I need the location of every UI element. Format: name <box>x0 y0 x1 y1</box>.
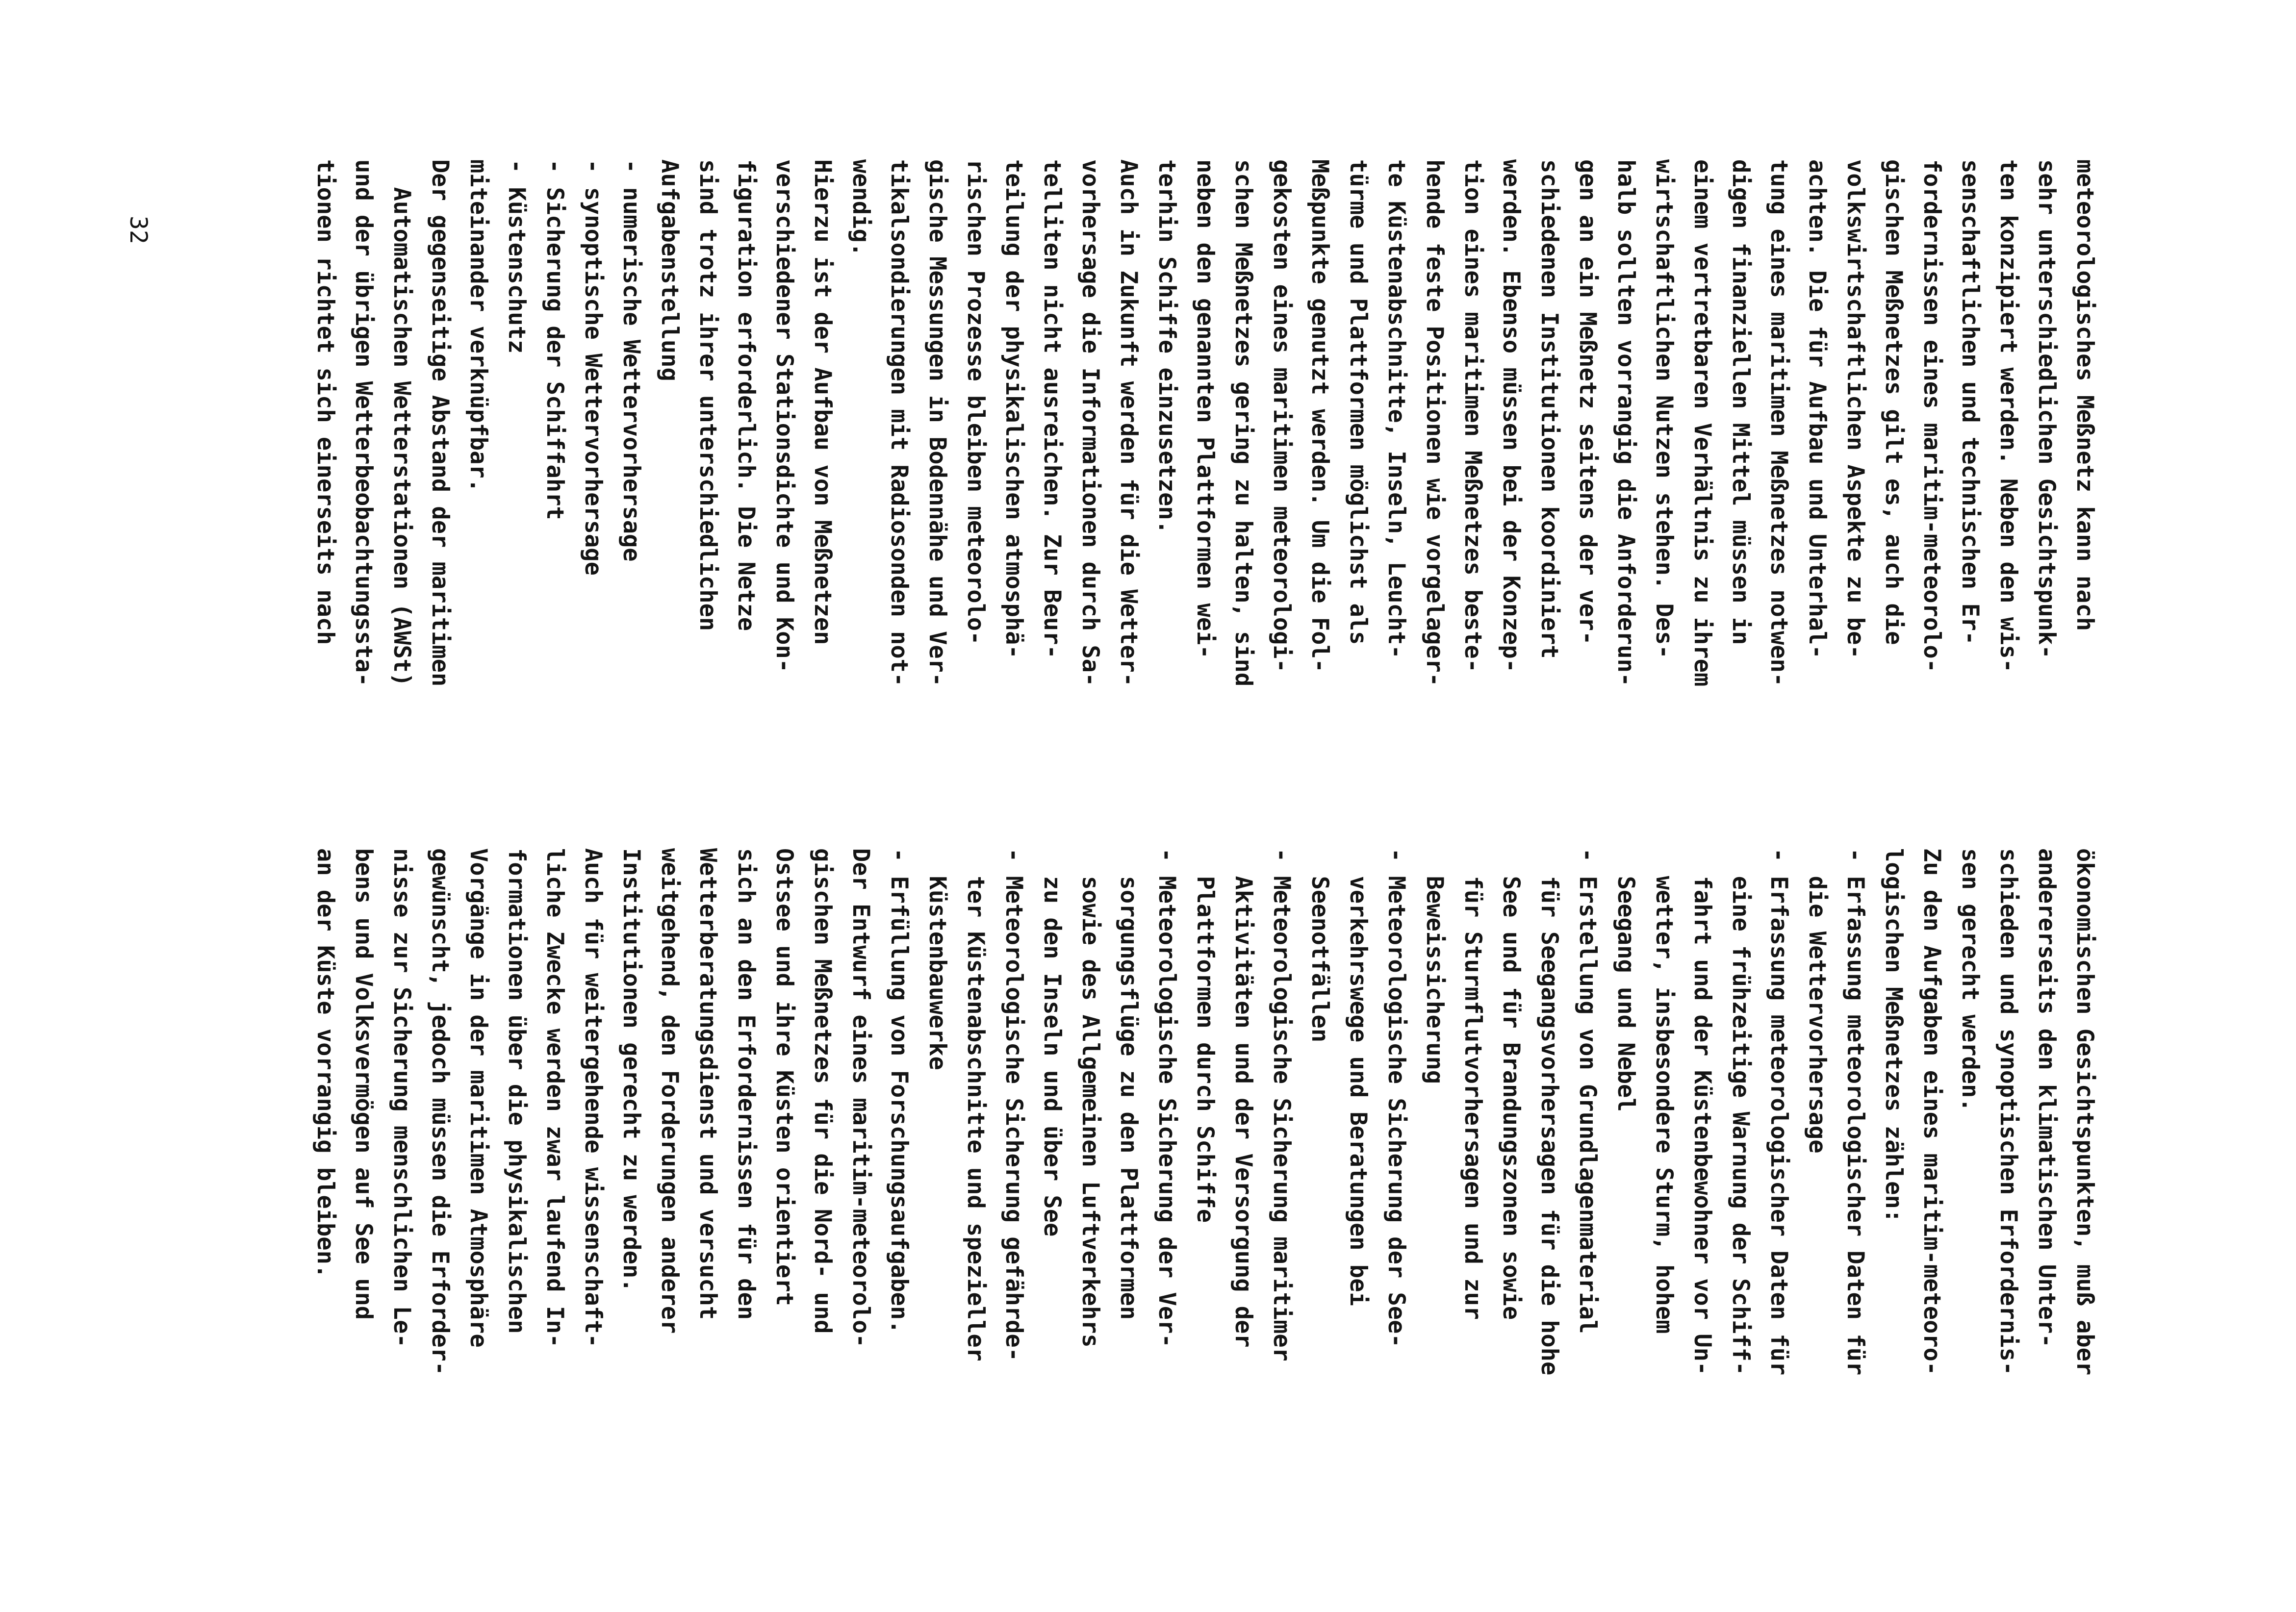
text-line: Wetterberatungsdienst und versucht <box>694 848 721 1320</box>
text-line: - numerische Wettervorhersage <box>618 159 645 562</box>
text-line: gischen Meßnetzes gilt es, auch die <box>1880 159 1907 645</box>
text-line: - Küstenschutz <box>503 159 530 354</box>
text-line: - Meteorologische Sicherung maritimer <box>1268 848 1295 1361</box>
text-line: figuration erforderlich. Die Netze <box>733 159 760 631</box>
text-line: verschiedener Stationsdichte und Kon- <box>771 159 798 673</box>
text-line: zu den Inseln und über See <box>1039 848 1066 1237</box>
text-line: Vorgänge in der maritimen Atmosphäre <box>465 848 492 1348</box>
text-line: tung eines maritimen Meßnetzes notwen- <box>1765 159 1792 687</box>
text-line: See und für Brandungszonen sowie <box>1498 848 1525 1320</box>
text-line: neben den genannten Plattformen wei- <box>1192 159 1219 659</box>
text-column-1 <box>306 159 2104 826</box>
text-line: tikalsondierungen mit Radiosonden not- <box>886 159 913 687</box>
text-line: sich an den Erfordernissen für den <box>733 848 760 1320</box>
text-line: - Meteorologische Sicherung der See- <box>1383 848 1410 1348</box>
text-line: fahrt und der Küstenbewohner vor Un- <box>1689 848 1716 1376</box>
text-line: logischen Meßnetzes zählen: <box>1880 848 1907 1223</box>
text-line: eine frühzeitige Warnung der Schiff- <box>1727 848 1754 1376</box>
text-line: einem vertretbaren Verhältnis zu ihrem <box>1689 159 1716 687</box>
text-line: gischen Meßnetzes für die Nord- und <box>809 848 836 1334</box>
text-line: Seegang und Nebel <box>1612 848 1639 1112</box>
text-line: hende feste Positionen wie vorgelager- <box>1421 159 1448 687</box>
text-line: schen Meßnetzes gering zu halten, sind <box>1230 159 1257 687</box>
text-line: Seenotfällen <box>1306 848 1333 1043</box>
text-line: türme und Plattformen möglichst als <box>1345 159 1372 645</box>
text-line: Auch für weitergehende wissenschaft- <box>580 848 607 1348</box>
text-line: verkehrswege und Beratungen bei <box>1345 848 1372 1306</box>
text-line: gen an ein Meßnetz seitens der ver- <box>1574 159 1601 645</box>
text-line: weitgehend, den Forderungen anderer <box>656 848 683 1334</box>
text-line: für Sturmflutvorhersagen und zur <box>1459 848 1486 1320</box>
text-line: sorgungsflüge zu den Plattformen <box>1115 848 1142 1320</box>
text-line: gewünscht, jedoch müssen die Erforder- <box>427 848 454 1376</box>
text-line: Institutionen gerecht zu werden. <box>618 848 645 1292</box>
text-line: liche Zwecke werden zwar laufend In- <box>541 848 568 1348</box>
text-line: wetter, insbesondere Sturm, hohem <box>1651 848 1678 1334</box>
text-line: Plattformen durch Schiffe <box>1192 848 1219 1223</box>
text-line: - Meteorologische Sicherung der Ver- <box>1153 848 1180 1348</box>
text-line: teilung der physikalischen atmosphä- <box>1000 159 1027 659</box>
page-number: 32 <box>125 216 152 244</box>
text-line: halb sollten vorrangig die Anforderun- <box>1612 159 1639 687</box>
text-line: werden. Ebenso müssen bei der Konzep- <box>1498 159 1525 673</box>
text-line: wendig. <box>847 159 874 257</box>
text-line: Der gegenseitige Abstand der maritimen <box>427 159 454 687</box>
text-line: Auch in Zukunft werden für die Wetter- <box>1115 159 1142 687</box>
text-line: und der übrigen Wetterbeobachtungssta- <box>350 159 377 687</box>
text-line: gekosten eines maritimen meteorologi- <box>1268 159 1295 673</box>
text-line: meteorologisches Meßnetz kann nach <box>2071 159 2098 631</box>
text-line: nisse zur Sicherung menschlichen Le- <box>388 848 415 1348</box>
text-line: - Sicherung der Schiffahrt <box>541 159 568 520</box>
text-line: - Erfüllung von Forschungsaufgaben. <box>886 848 913 1334</box>
text-line: rischen Prozesse bleiben meteorolo- <box>962 159 989 645</box>
text-line: vorhersage die Informationen durch Sa- <box>1077 159 1104 687</box>
text-line: ökonomischen Gesichtspunkten, muß aber <box>2071 848 2098 1376</box>
text-line: Automatischen Wetterstationen (AWSt) <box>388 159 415 687</box>
text-line: Der Entwurf eines maritim-meteorolo- <box>847 848 874 1348</box>
text-line: - Erstellung von Grundlagenmaterial <box>1574 848 1601 1334</box>
text-line: telliten nicht ausreichen. Zur Beur- <box>1039 159 1066 659</box>
text-line: sind trotz ihrer unterschiedlichen <box>694 159 721 631</box>
text-line: gische Messungen in Bodennähe und Ver- <box>924 159 951 687</box>
text-line: Aufgabenstellung <box>656 159 683 381</box>
text-line: für Seegangsvorhersagen für die hohe <box>1536 848 1563 1376</box>
text-line: - Erfassung meteorologischer Daten für <box>1765 848 1792 1376</box>
text-line: ten konzipiert werden. Neben den wis- <box>1995 159 2022 673</box>
text-line: Beweissicherung <box>1421 848 1448 1084</box>
text-line: senschaftlichen und technischen Er- <box>1957 159 1984 645</box>
text-line: sowie des Allgemeinen Luftverkehrs <box>1077 848 1104 1348</box>
text-line: fordernissen eines maritim-meteorolo- <box>1918 159 1945 673</box>
text-line: digen finanziellen Mittel müssen in <box>1727 159 1754 645</box>
text-column-2 <box>306 848 2104 1549</box>
text-line: - Meteorologische Sicherung gefährde- <box>1000 848 1027 1361</box>
text-line: die Wettervorhersage <box>1804 848 1831 1154</box>
text-line: achten. Die für Aufbau und Unterhal- <box>1804 159 1831 659</box>
text-line: Hierzu ist der Aufbau von Meßnetzen <box>809 159 836 645</box>
text-line: miteinander verknüpfbar. <box>465 159 492 493</box>
text-line: formationen über die physikalischen <box>503 848 530 1334</box>
text-line: volkswirtschaftlichen Aspekte zu be- <box>1842 159 1869 659</box>
text-line: tionen richtet sich einerseits nach <box>312 159 339 645</box>
text-line: schiedenen Institutionen koordiniert <box>1536 159 1563 659</box>
text-line: wirtschaftlichen Nutzen stehen. Des- <box>1651 159 1678 659</box>
text-line: sehr unterschiedlichen Gesichtspunk- <box>2033 159 2060 659</box>
text-line: an der Küste vorrangig bleiben. <box>312 848 339 1279</box>
text-line: bens und Volksvermögen auf See und <box>350 848 377 1320</box>
text-line: Ostsee und ihre Küsten orientiert <box>771 848 798 1306</box>
text-line: terhin Schiffe einzusetzen. <box>1153 159 1180 534</box>
text-line: tion eines maritimen Meßnetzes beste- <box>1459 159 1486 673</box>
text-line: ter Küstenabschnitte und spezieller <box>962 848 989 1361</box>
text-line: andererseits den klimatischen Unter- <box>2033 848 2060 1348</box>
text-line: sen gerecht werden. <box>1957 848 1984 1112</box>
text-line: - Erfassung meteorologischer Daten für <box>1842 848 1869 1376</box>
text-line: Küstenbauwerke <box>924 848 951 1070</box>
text-line: - synoptische Wettervorhersage <box>580 159 607 576</box>
text-line: schieden und synoptischen Erfordernis- <box>1995 848 2022 1376</box>
text-line: Meßpunkte genutzt werden. Um die Fol- <box>1306 159 1333 673</box>
text-line: te Küstenabschnitte, Inseln, Leucht- <box>1383 159 1410 659</box>
text-line: Aktivitäten und der Versorgung der <box>1230 848 1257 1348</box>
text-line: Zu den Aufgaben eines maritim-meteoro- <box>1918 848 1945 1376</box>
